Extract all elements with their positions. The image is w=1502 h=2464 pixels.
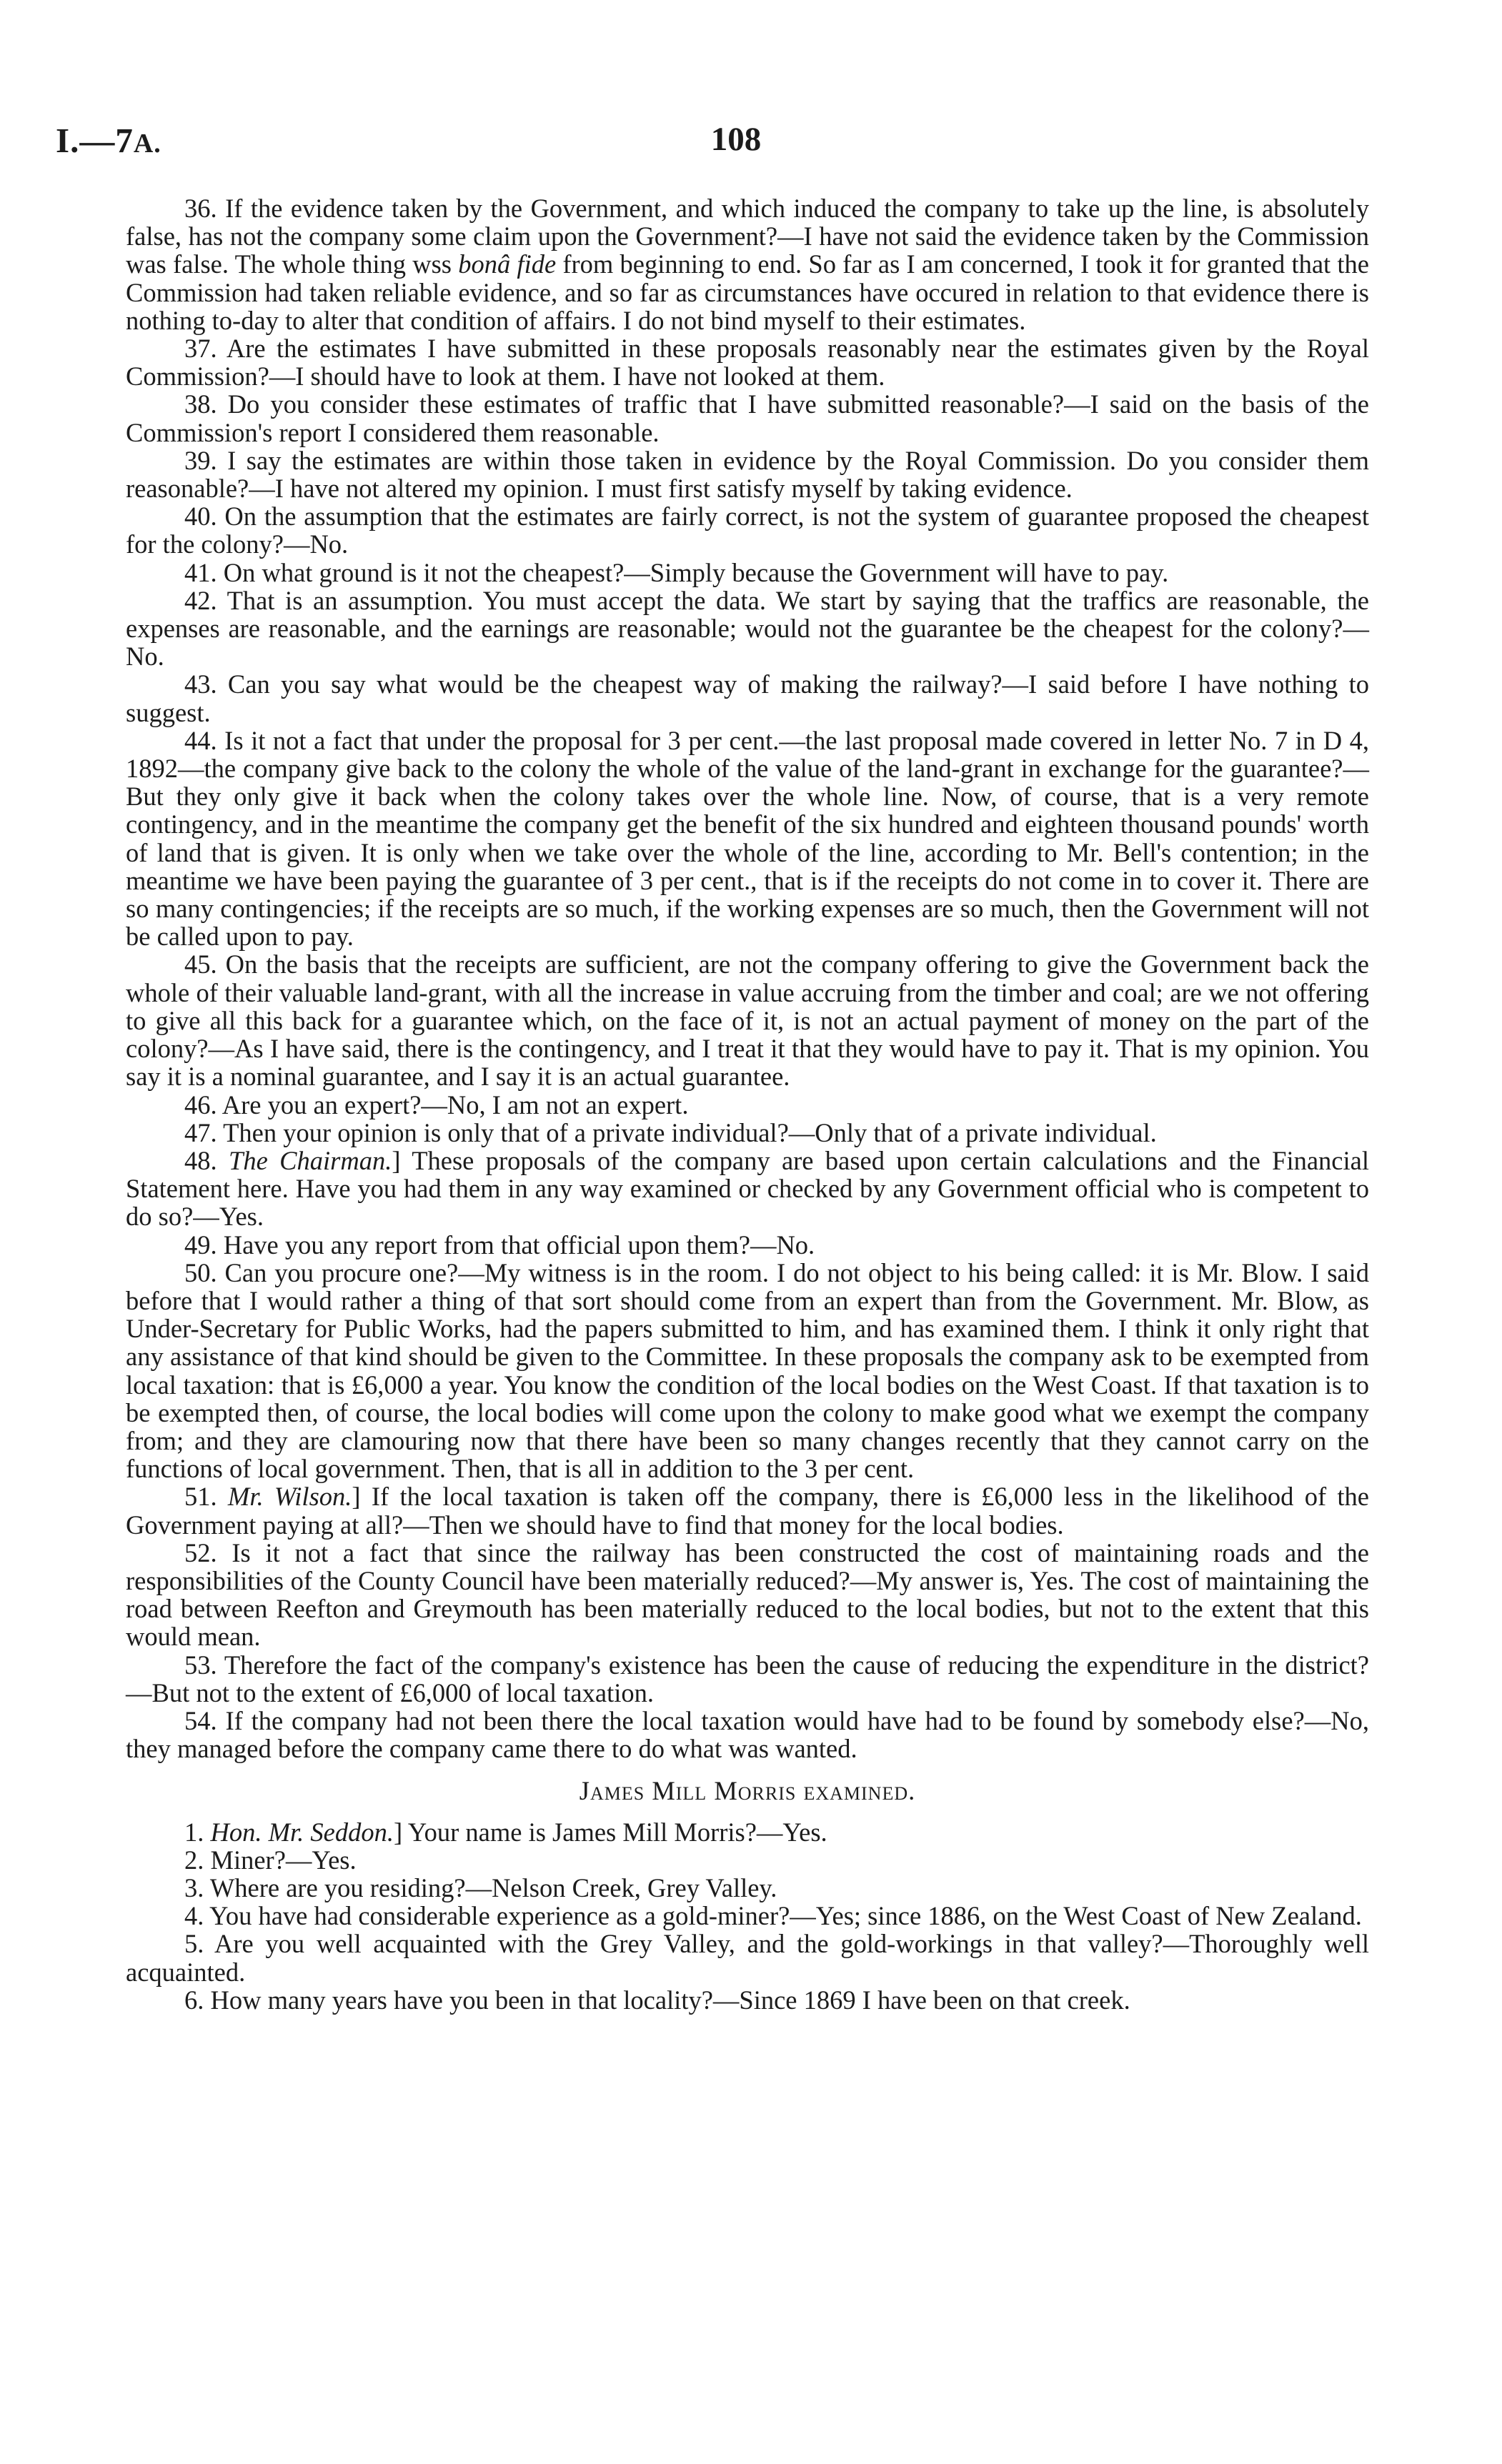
paragraph: 4. You have had considerable experience as a gold-miner?—Yes; since 1886, on the West Coast of New Zealand. [184, 1901, 1362, 1931]
paragraph: 42. That is an assumption. You must accept the data. We start by saying that the traffics are reasonable, the expenses are reasonable, and the earnings are reasonable; would not the guarantee be the cheapest for the colony?—No. [126, 585, 1369, 672]
paragraph: 49. Have you any report from that official upon them?—No. [184, 1229, 815, 1260]
section-heading: James Mill Morris examined. [579, 1776, 916, 1806]
paragraph: 38. Do you consider these estimates of traffic that I have submitted reasonable?—I said on the basis of the Commission's report I considered them reasonable. [126, 389, 1369, 447]
document-id: I.—7A. [56, 121, 161, 160]
paragraph: 46. Are you an expert?—No, I am not an expert. [184, 1089, 689, 1119]
paragraph: 51. Mr. Wilson.] If the local taxation is taken off the company, there is £6,000 less in the likelihood of the Government paying at all?—Then we should have to find that money for the local bodies. [126, 1482, 1369, 1540]
paragraph: 50. Can you procure one?—My witness is in the room. I do not object to his being called: it is Mr. Blow. I said before that I would rather a thing of that sort should come from an expert than from the Government. Mr. Blow, as Under-Secretary for Public Works, had the papers submitted to him, and has examined them. I think it only right that any assistance of that kind should be given to the Committee. In these proposals the company ask to be exempted from local taxation: that is £6,000 a year. You know the condition of the local bodies on the West Coast. If that taxation is to be exempted then, of course, the local bodies will come upon the colony to make good what we exempt the company from; and they are clamouring now that there have been so many changes recently that they cannot carry on the functions of local government. Then, that is all in addition to the 3 per cent. [126, 1257, 1369, 1484]
paragraph: 44. Is it not a fact that under the proposal for 3 per cent.—the last proposal made covered in letter No. 7 in D 4, 1892—the company give back to the colony the whole of the value of the land-grant in exchange for the guarantee?—But they only give it back when the colony takes over the whole line. Now, of course, that is a very remote contingency, and in the meantime the company get the benefit of the six hundred and eighteen thousand pounds' worth of land that is given. It is only when we take over the whole of the line, according to Mr. Bell's contention; in the meantime we have been paying the guarantee of 3 per cent., that is if the receipts do not come in to cover it. There are so many contingencies; if the receipts are so much, if the working expenses are so much, then the Government will not be called upon to pay. [126, 725, 1369, 952]
paragraph: 48. The Chairman.] These proposals of the company are based upon certain calculations and the Financial Statement here. Have you had them in any way examined or checked by any Government official who is competent to do so?—Yes. [126, 1145, 1369, 1232]
paragraph: 54. If the company had not been there the local taxation would have had to be found by somebody else?—No, they managed before the company came there to do what was wanted. [126, 1705, 1369, 1764]
testimony-paragraphs [126, 194, 1369, 1762]
page-number: 108 [710, 121, 762, 158]
paragraph: 45. On the basis that the receipts are sufficient, are not the company offering to give the Government back the whole of their valuable land-grant, with all the increase in value accruing from the timber and coal; are we not offering to give all this back for a guarantee which, on the face of it, is not an actual payment of money on the part of the colony?—As I have said, there is the contingency, and I treat it that they would have to pay it. That is my opinion. You say it is a nominal guarantee, and I say it is an actual guarantee. [126, 949, 1369, 1092]
paragraph: 53. Therefore the fact of the company's existence has been the cause of reducing the expenditure in the district?—But not to the extent of £6,000 of local taxation. [126, 1650, 1369, 1707]
page-header [0, 120, 1502, 177]
paragraph: 2. Miner?—Yes. [184, 1845, 357, 1875]
paragraph: 39. I say the estimates are within those taken in evidence by the Royal Commission. Do you consider them reasonable?—I have not altered my opinion. I must first satisfy myself by taking evidence. [126, 445, 1369, 504]
paragraph: 41. On what ground is it not the cheapest?—Simply because the Government will have to pay. [184, 557, 1169, 587]
paragraph: 3. Where are you residing?—Nelson Creek, Grey Valley. [184, 1872, 777, 1902]
paragraph: 6. How many years have you been in that locality?—Since 1869 I have been on that creek. [184, 1985, 1130, 2015]
page-body [126, 194, 1369, 2014]
paragraph: 37. Are the estimates I have submitted in these proposals reasonably near the estimates given by the Royal Commission?—I should have to look at them. I have not looked at them. [126, 334, 1369, 391]
paragraph: 40. On the assumption that the estimates are fairly correct, is not the system of guarantee proposed the cheapest for the colony?—No. [126, 502, 1369, 559]
paragraph: 52. Is it not a fact that since the railway has been constructed the cost of maintaining roads and the responsibilities of the County Council have been materially reduced?—My answer is, Yes. The cost of maintaining the road between Reefton and Greymouth has been materially reduced to the local bodies, but not to the extent that this would mean. [126, 1537, 1369, 1652]
paragraph: 47. Then your opinion is only that of a private individual?—Only that of a private individual. [184, 1117, 1157, 1147]
paragraph: 36. If the evidence taken by the Government, and which induced the company to take up the line, is absolutely false, has not the company some claim upon the Government?—I have not said the evidence taken by the Commission was false. The whole thing wss bonâ fide from beginning to end. So far as I am concerned, I took it for granted that the Commission had taken reliable evidence, and so far as circumstances have occured in relation to that evidence there is nothing to-day to alter that condition of affairs. I do not bind myself to their estimates. [126, 194, 1369, 335]
paragraph: 1. Hon. Mr. Seddon.] Your name is James Mill Morris?—Yes. [184, 1817, 827, 1847]
paragraph: 43. Can you say what would be the cheapest way of making the railway?—I said before I have nothing to suggest. [126, 669, 1369, 727]
paragraph: 5. Are you well acquainted with the Grey Valley, and the gold-workings in that valley?—Thoroughly well acquainted. [126, 1929, 1369, 1987]
section-paragraphs [126, 1818, 1369, 2014]
